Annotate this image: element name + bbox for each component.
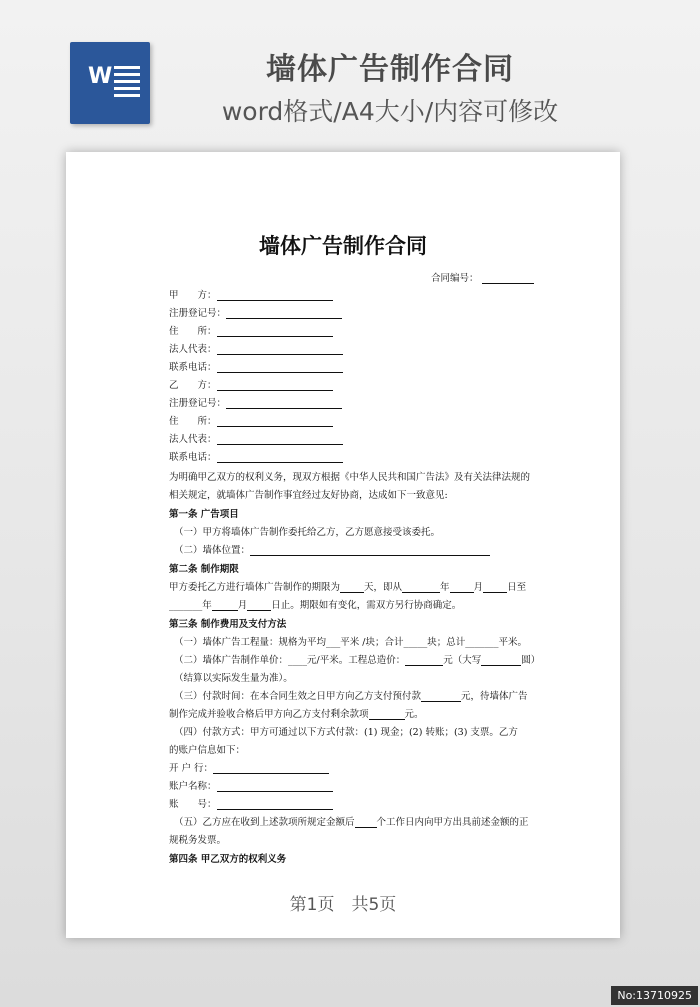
party-a-reg-field bbox=[169, 305, 342, 319]
account-number-field bbox=[169, 796, 333, 810]
document-lines-icon bbox=[114, 66, 140, 101]
text: （二）墙体广告制作单价：____元/平米。工程总造价： bbox=[174, 655, 406, 666]
banner-subtitle: word格式/A4大小/内容可修改 bbox=[221, 97, 559, 126]
article-3-para-4: （四）付款方式：甲方可通过以下方式付款：(1) 现金；(2) 转账；(3) 支票。乙方 bbox=[174, 727, 518, 738]
total-cost-blank[interactable] bbox=[405, 655, 443, 666]
wall-location-blank[interactable] bbox=[250, 545, 490, 556]
field-blank[interactable] bbox=[217, 416, 333, 427]
field-blank[interactable] bbox=[217, 452, 343, 463]
article-3-para-5 bbox=[174, 814, 529, 828]
field-label: 法人代表： bbox=[169, 434, 217, 445]
start-year-blank[interactable] bbox=[402, 582, 440, 593]
field-blank[interactable] bbox=[217, 799, 333, 810]
banner-title: 墙体广告制作合同 bbox=[266, 52, 514, 87]
article-3-para-3-cont bbox=[169, 706, 424, 720]
text: 日至 bbox=[507, 582, 527, 593]
field-label: 开 户 行： bbox=[169, 763, 214, 774]
article-3-para-3 bbox=[174, 688, 528, 702]
field-label: 法人代表： bbox=[169, 344, 217, 355]
text: 个工作日内向甲方出具前述金额的正 bbox=[376, 817, 529, 828]
field-blank[interactable] bbox=[217, 781, 333, 792]
text: 元，待墙体广告 bbox=[461, 691, 528, 702]
field-blank[interactable] bbox=[217, 326, 333, 337]
field-label: 联系电话： bbox=[169, 362, 217, 373]
field-blank[interactable] bbox=[226, 398, 342, 409]
header-banner bbox=[0, 0, 700, 150]
contract-number-label: 合同编号： bbox=[431, 273, 479, 284]
text: 年 bbox=[440, 582, 450, 593]
field-label: 注册登记号： bbox=[169, 398, 227, 409]
article-3-para-4-cont: 的账户信息如下： bbox=[169, 745, 246, 756]
account-name-field bbox=[169, 778, 333, 792]
text: _______年 bbox=[169, 600, 212, 611]
text: （五）乙方应在收到上述款项所规定金额后 bbox=[174, 817, 355, 828]
field-label: 乙 方： bbox=[169, 380, 217, 391]
field-blank[interactable] bbox=[217, 362, 343, 373]
field-blank[interactable] bbox=[226, 308, 342, 319]
article-4-heading: 第四条 甲乙双方的权利义务 bbox=[169, 854, 287, 865]
text: 圆） bbox=[521, 655, 541, 666]
contract-number-field bbox=[431, 270, 534, 284]
text: 元。 bbox=[404, 709, 424, 720]
article-2-heading: 第二条 制作期限 bbox=[169, 564, 239, 575]
word-document-icon bbox=[70, 42, 150, 124]
total-cost-words-blank[interactable] bbox=[481, 655, 521, 666]
intro-line-2: 相关规定，就墙体广告制作事宜经过友好协商，达成如下一致意见: bbox=[169, 490, 448, 501]
field-label: 甲 方： bbox=[169, 290, 217, 301]
text: 日止。期限如有变化，需双方另行协商确定。 bbox=[271, 600, 462, 611]
field-label: 账 号： bbox=[169, 799, 217, 810]
start-month-blank[interactable] bbox=[450, 582, 474, 593]
text: 月 bbox=[237, 600, 248, 611]
contract-number-blank[interactable] bbox=[482, 273, 534, 284]
party-a-address-field bbox=[169, 323, 333, 337]
article-1-para-2 bbox=[174, 542, 490, 556]
end-day-blank[interactable] bbox=[247, 600, 271, 611]
document-title: 墙体广告制作合同 bbox=[259, 233, 427, 258]
field-label: 住 所： bbox=[169, 416, 217, 427]
article-2-line-1 bbox=[169, 579, 526, 593]
start-day-blank[interactable] bbox=[483, 582, 507, 593]
field-blank[interactable] bbox=[217, 380, 333, 391]
party-b-address-field bbox=[169, 413, 333, 427]
field-blank[interactable] bbox=[217, 344, 343, 355]
text: 元（大写 bbox=[443, 655, 482, 666]
days-blank[interactable] bbox=[340, 582, 364, 593]
wall-location-label: （二）墙体位置： bbox=[174, 545, 251, 556]
text: 天，即从 bbox=[364, 582, 403, 593]
article-3-heading: 第三条 制作费用及支付方法 bbox=[169, 619, 287, 630]
workdays-blank[interactable] bbox=[355, 817, 377, 828]
prepayment-blank[interactable] bbox=[421, 691, 461, 702]
article-1-heading: 第一条 广告项目 bbox=[169, 509, 239, 520]
document-page bbox=[66, 152, 620, 938]
party-b-reg-field bbox=[169, 395, 342, 409]
article-1-para-1: （一）甲方将墙体广告制作委托给乙方，乙方愿意接受该委托。 bbox=[174, 527, 441, 538]
field-label: 账户名称： bbox=[169, 781, 217, 792]
field-blank[interactable] bbox=[217, 290, 333, 301]
text: 制作完成并验收合格后甲方向乙方支付剩余款项 bbox=[169, 709, 369, 720]
image-id-badge: No:13710925 bbox=[611, 986, 698, 1005]
end-month-blank[interactable] bbox=[212, 600, 238, 611]
field-label: 住 所： bbox=[169, 326, 217, 337]
party-b-rep-field bbox=[169, 431, 343, 445]
article-3-para-2 bbox=[174, 652, 540, 666]
article-3-para-2-note: （结算以实际发生量为准）。 bbox=[174, 673, 293, 684]
page-indicator: 第1页 共5页 bbox=[289, 895, 397, 915]
intro-line-1: 为明确甲乙双方的权利义务，现双方根据《中华人民共和国广告法》及有关法律法规的 bbox=[169, 472, 531, 483]
field-blank[interactable] bbox=[213, 763, 329, 774]
party-b-phone-field bbox=[169, 449, 343, 463]
text: 甲方委托乙方进行墙体广告制作的期限为 bbox=[169, 582, 341, 593]
field-label: 注册登记号： bbox=[169, 308, 227, 319]
field-blank[interactable] bbox=[217, 434, 343, 445]
party-a-rep-field bbox=[169, 341, 343, 355]
text: 月 bbox=[473, 582, 484, 593]
field-label: 联系电话： bbox=[169, 452, 217, 463]
article-3-para-5-cont: 规税务发票。 bbox=[169, 835, 227, 846]
article-2-line-2 bbox=[169, 597, 461, 611]
remaining-blank[interactable] bbox=[369, 709, 405, 720]
word-logo-letter: W bbox=[88, 64, 113, 89]
party-a-phone-field bbox=[169, 359, 343, 373]
text: （三）付款时间：在本合同生效之日甲方向乙方支付预付款 bbox=[174, 691, 422, 702]
party-b-name-field bbox=[169, 377, 333, 391]
article-3-para-1: （一）墙体广告工程量：规格为平均___平米 /块；合计_____块；总计_______平米。 bbox=[174, 637, 527, 648]
party-a-name-field bbox=[169, 287, 333, 301]
bank-name-field bbox=[169, 760, 329, 774]
